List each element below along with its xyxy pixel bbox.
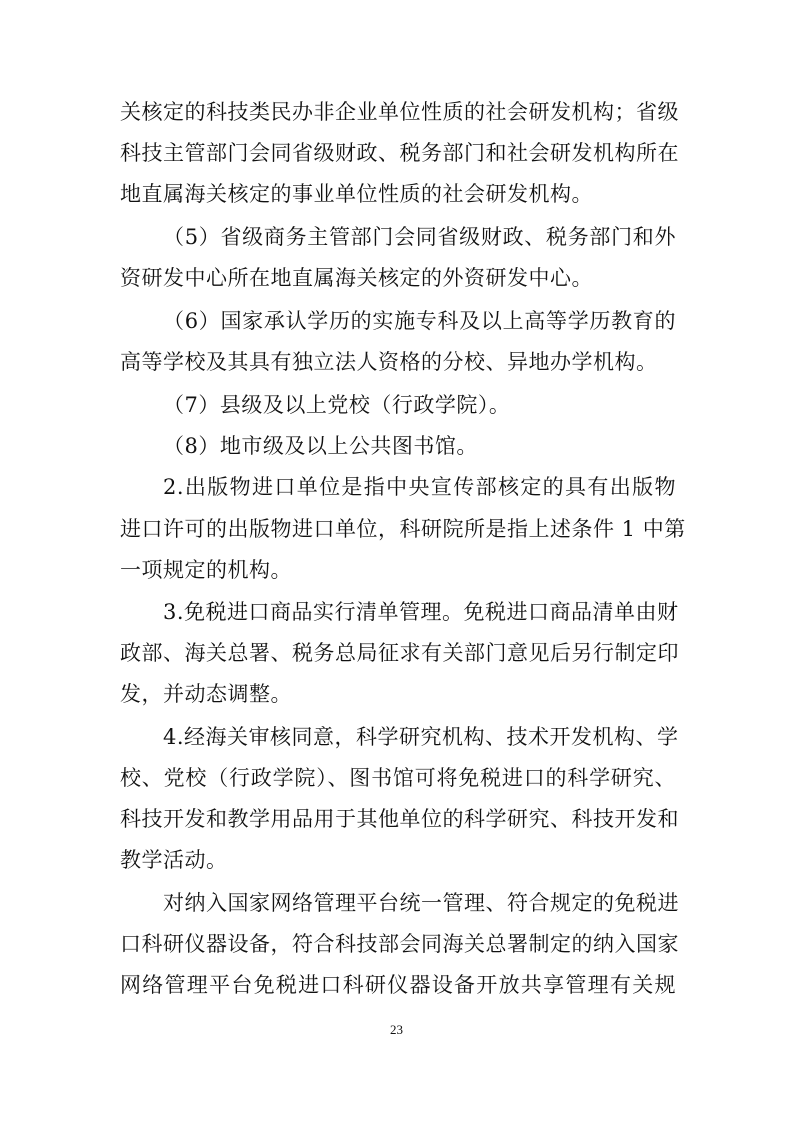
text-line: 发，并动态调整。: [120, 682, 292, 706]
text-line: 科技开发和教学用品用于其他单位的科学研究、科技开发和: [120, 807, 679, 831]
text-line: 进口许可的出版物进口单位，科研院所是指上述条件 1 中第: [120, 517, 686, 541]
text-line: 2.出版物进口单位是指中央宣传部核定的具有出版物: [163, 475, 676, 499]
text-line: （6）国家承认学历的实施专科及以上高等学历教育的: [163, 309, 676, 333]
text-line: 3.免税进口商品实行清单管理。免税进口商品清单由财: [163, 600, 679, 624]
text-line: 口科研仪器设备，符合科技部会同海关总署制定的纳入国家: [120, 932, 679, 956]
text-line: （5）省级商务主管部门会同省级财政、税务部门和外: [163, 225, 676, 249]
text-line: 高等学校及其具有独立法人资格的分校、异地办学机构。: [120, 350, 658, 374]
text-line: （7）县级及以上党校（行政学院）。: [163, 393, 511, 417]
text-line: 对纳入国家网络管理平台统一管理、符合规定的免税进: [163, 891, 679, 915]
page-number: 23: [390, 1022, 403, 1037]
text-line: 4.经海关审核同意，科学研究机构、技术开发机构、学: [163, 725, 679, 749]
text-line: 关核定的科技类民办非企业单位性质的社会研发机构；省级: [120, 100, 679, 124]
text-line: 地直属海关核定的事业单位性质的社会研发机构。: [120, 182, 593, 206]
text-line: 一项规定的机构。: [120, 558, 292, 582]
text-line: 校、党校（行政学院）、图书馆可将免税进口的科学研究、: [120, 766, 676, 790]
text-line: 资研发中心所在地直属海关核定的外资研发中心。: [120, 266, 593, 290]
text-line: （8）地市级及以上公共图书馆。: [163, 434, 478, 458]
text-line: 教学活动。: [120, 848, 228, 872]
text-line: 科技主管部门会同省级财政、税务部门和社会研发机构所在: [120, 141, 679, 165]
text-line: 政部、海关总署、税务总局征求有关部门意见后另行制定印: [120, 641, 679, 665]
text-line: 网络管理平台免税进口科研仪器设备开放共享管理有关规: [120, 973, 676, 997]
